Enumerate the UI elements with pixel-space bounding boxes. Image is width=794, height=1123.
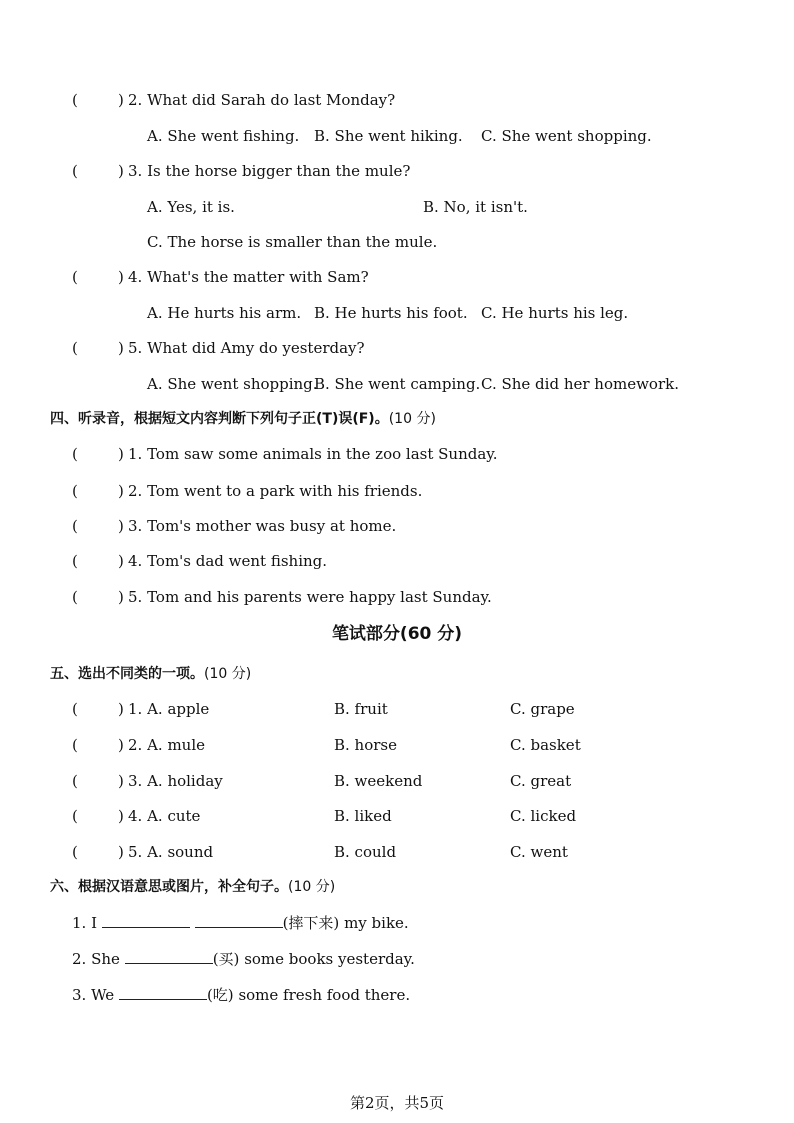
fill-sentence xyxy=(72,949,415,969)
option-c: C. grape xyxy=(510,700,575,718)
option-c: C. She went shopping. xyxy=(481,127,652,145)
section-heading xyxy=(50,664,251,684)
tf-item: 1. Tom saw some animals in the zoo last Sunday. xyxy=(128,445,498,463)
answer-paren-open: ( xyxy=(72,517,78,535)
option-a: 4. A. cute xyxy=(128,807,201,825)
sentence-prefix: 1. I xyxy=(72,914,98,932)
tf-item: 5. Tom and his parents were happy last Sunday. xyxy=(128,588,492,606)
tf-item: 2. Tom went to a park with his friends. xyxy=(128,482,423,500)
option-b: B. He hurts his foot. xyxy=(314,304,468,322)
answer-paren-open: ( xyxy=(72,91,78,109)
answer-paren-close: ) xyxy=(118,807,124,825)
answer-blank[interactable] xyxy=(125,949,213,964)
answer-paren-close: ) xyxy=(118,91,124,109)
chinese-hint: (摔下来) xyxy=(282,914,340,932)
option-c: C. She did her homework. xyxy=(481,375,679,393)
tf-item: 4. Tom's dad went fishing. xyxy=(128,552,328,570)
option-c: C. basket xyxy=(510,736,581,754)
option-a: A. She went shopping. xyxy=(147,375,318,393)
answer-paren-close: ) xyxy=(118,268,124,286)
answer-paren-open: ( xyxy=(72,482,78,500)
option-b: B. fruit xyxy=(334,700,388,718)
option-b: B. horse xyxy=(334,736,397,754)
option-a: 5. A. sound xyxy=(128,843,214,861)
option-b: B. She went hiking. xyxy=(314,127,463,145)
question-text: 2. What did Sarah do last Monday? xyxy=(128,91,396,109)
fill-sentence xyxy=(72,913,409,933)
option-a: 3. A. holiday xyxy=(128,772,223,790)
section-heading xyxy=(50,409,436,429)
answer-paren-close: ) xyxy=(118,843,124,861)
option-c: C. licked xyxy=(510,807,577,825)
question-text: 5. What did Amy do yesterday? xyxy=(128,339,365,357)
option-c: C. He hurts his leg. xyxy=(481,304,629,322)
section-heading xyxy=(50,877,335,897)
answer-blank[interactable] xyxy=(119,985,207,1000)
sentence-suffix: some fresh food there. xyxy=(238,986,411,1004)
answer-paren-close: ) xyxy=(118,552,124,570)
option-b: B. No, it isn't. xyxy=(423,198,528,216)
answer-blank[interactable] xyxy=(102,913,190,928)
section-points: (10 分) xyxy=(388,411,436,427)
option-c: C. went xyxy=(510,843,568,861)
answer-paren-open: ( xyxy=(72,588,78,606)
page-number-footer: 第2页，共5页 xyxy=(349,1094,445,1112)
section-heading-text: 四、听录音，根据短文内容判断下列句子正(T)误(F)。 xyxy=(50,411,389,427)
option-c: C. The horse is smaller than the mule. xyxy=(147,233,438,251)
answer-paren-close: ) xyxy=(118,339,124,357)
section-heading-text: 五、选出不同类的一项。 xyxy=(50,666,204,682)
fill-sentence xyxy=(72,985,410,1005)
answer-paren-close: ) xyxy=(118,162,124,180)
option-c: C. great xyxy=(510,772,572,790)
sentence-suffix: my bike. xyxy=(344,914,409,932)
answer-paren-close: ) xyxy=(118,445,124,463)
answer-paren-open: ( xyxy=(72,807,78,825)
option-a: A. Yes, it is. xyxy=(147,198,235,216)
option-b: B. weekend xyxy=(334,772,423,790)
answer-paren-open: ( xyxy=(72,339,78,357)
answer-paren-open: ( xyxy=(72,445,78,463)
answer-paren-open: ( xyxy=(72,843,78,861)
answer-paren-close: ) xyxy=(118,588,124,606)
written-part-title: 笔试部分(60 分) xyxy=(331,624,463,644)
option-a: A. She went fishing. xyxy=(147,127,300,145)
answer-blank[interactable] xyxy=(195,913,283,928)
option-a: A. He hurts his arm. xyxy=(147,304,302,322)
option-a: 1. A. apple xyxy=(128,700,210,718)
answer-paren-close: ) xyxy=(118,482,124,500)
sentence-prefix: 2. She xyxy=(72,950,120,968)
option-b: B. could xyxy=(334,843,397,861)
answer-paren-open: ( xyxy=(72,736,78,754)
option-a: 2. A. mule xyxy=(128,736,206,754)
option-b: B. She went camping. xyxy=(314,375,481,393)
answer-paren-open: ( xyxy=(72,268,78,286)
answer-paren-open: ( xyxy=(72,772,78,790)
option-b: B. liked xyxy=(334,807,392,825)
question-text: 4. What's the matter with Sam? xyxy=(128,268,369,286)
answer-paren-close: ) xyxy=(118,736,124,754)
sentence-suffix: some books yesterday. xyxy=(244,950,415,968)
section-points: (10 分) xyxy=(204,666,252,682)
section-heading-text: 六、根据汉语意思或图片，补全句子。 xyxy=(50,879,288,895)
chinese-hint: (吃) xyxy=(206,986,234,1004)
answer-paren-close: ) xyxy=(118,772,124,790)
answer-paren-open: ( xyxy=(72,700,78,718)
answer-paren-close: ) xyxy=(118,517,124,535)
answer-paren-close: ) xyxy=(118,700,124,718)
section-points: (10 分) xyxy=(288,879,336,895)
answer-paren-open: ( xyxy=(72,552,78,570)
answer-paren-open: ( xyxy=(72,162,78,180)
tf-item: 3. Tom's mother was busy at home. xyxy=(128,517,397,535)
question-text: 3. Is the horse bigger than the mule? xyxy=(128,162,411,180)
chinese-hint: (买) xyxy=(212,950,240,968)
sentence-prefix: 3. We xyxy=(72,986,115,1004)
